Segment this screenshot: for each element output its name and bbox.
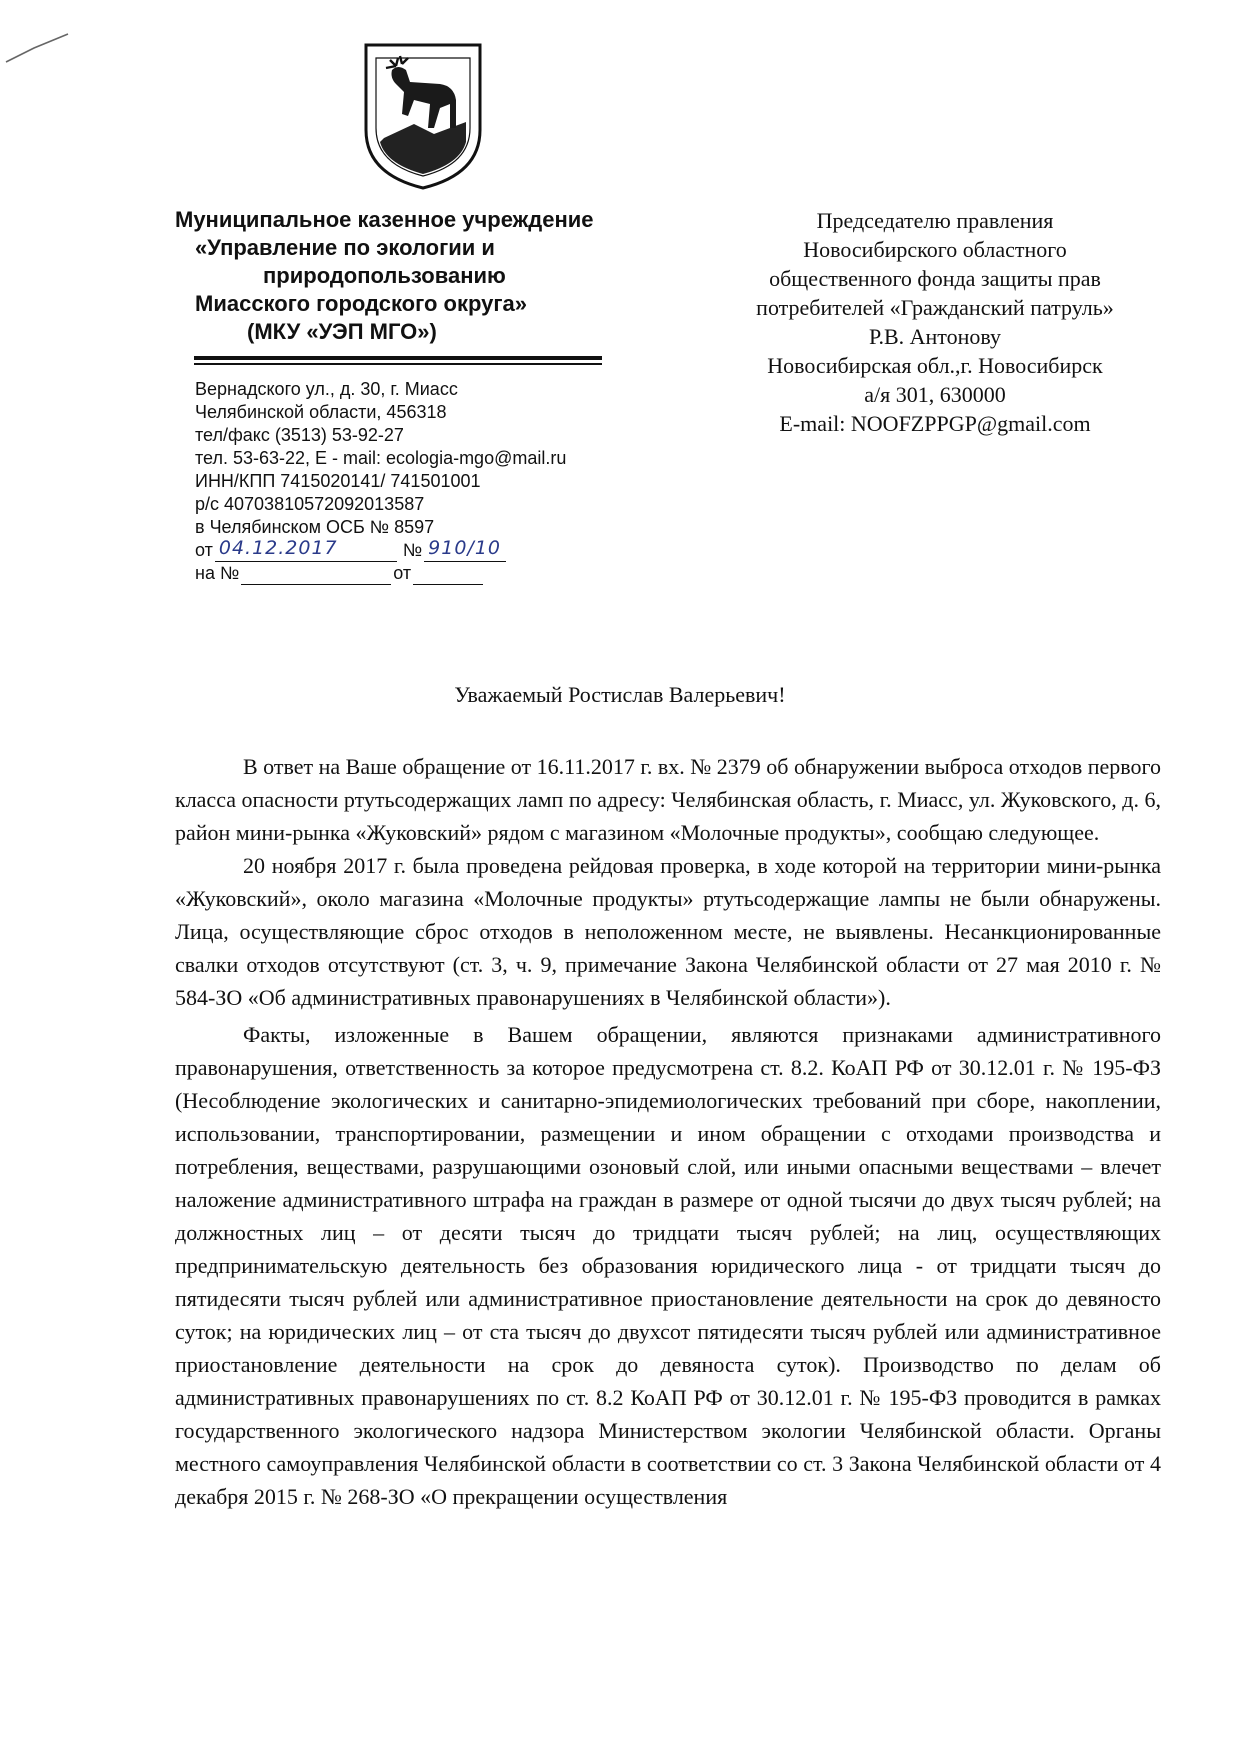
header-rule-thick [194,356,602,360]
recipient-line: Председателю правления [816,208,1054,233]
org-name-line: (МКУ «УЭП МГО») [247,319,437,344]
contact-line: тел/факс (3513) 53-92-27 [195,425,404,445]
recipient-block [700,206,1170,438]
ref-date-field [413,563,483,585]
sender-contacts [195,378,675,585]
org-name-line: «Управление по экологии и [195,235,495,260]
contact-line: тел. 53-63-22, E - mail: ecologia-mgo@mail.ru [195,448,567,468]
date-label: от [195,540,213,560]
recipient-line: E-mail: NOOFZPPGP@gmail.com [779,411,1091,436]
handwritten-number: 910/10 [428,537,502,559]
contact-line: р/с 40703810572092013587 [195,494,425,514]
handwritten-date: 04.12.2017 [218,537,338,559]
recipient-line: Р.В. Антонову [868,324,1002,349]
ref-number-label: на № [195,563,240,583]
outgoing-date-number-row [195,539,675,562]
reference-row [195,562,675,585]
number-label: № [402,540,423,560]
coat-of-arms-emblem [362,42,484,190]
ref-number-field [241,563,391,585]
body-paragraph: В ответ на Ваше обращение от 16.11.2017 г. вх. № 2379 об обнаружении выброса отходов первого класса опасности ртутьсодержащих ламп по адресу: Челябинская область, г. Миасс, ул. Жуковского, д. 6, район мини-рынка «Жуковский» рядом с магазином «Молочные продукты», сообщаю следующее. [175,754,1161,845]
body-paragraph: 20 ноября 2017 г. была проведена рейдовая проверка, в ходе которой на территории мини-рынка «Жуковский», около магазина «Молочные продукты» ртутьсодержащие лампы не были обнаружены. Лица, осуществляющие сброс отходов в неположенном месте, не выявлены. Несанкционированные свалки отходов отсутствуют (ст. 3, ч. 9, примечание Закона Челябинской области от 27 мая 2010 г. № 584-ЗО «Об административных правонарушениях в Челябинской области»). [175,853,1161,1010]
org-name-line: Муниципальное казенное учреждение [175,207,594,232]
recipient-line: Новосибирская обл.,г. Новосибирск [767,353,1103,378]
ref-date-label: от [393,563,412,583]
header-rule-thin [194,363,602,365]
contact-line: Вернадского ул., д. 30, г. Миасс [195,379,458,399]
date-field [215,537,397,562]
recipient-line: Новосибирского областного [803,237,1067,262]
recipient-line: общественного фонда защиты прав [769,266,1101,291]
recipient-line: потребителей «Гражданский патруль» [756,295,1114,320]
body-paragraph: Факты, изложенные в Вашем обращении, являются признаками административного правонарушения, ответственность за которое предусмотрена ст. 8.2. КоАП РФ от 30.12.01 г. № 195-ФЗ (Несоблюдение экологических и санитарно-эпидемиологических требований при сборе, накоплении, использовании, транспортировании, размещении и ином обращении с отходами производства и потребления, веществами, разрушающими озоновый слой, или иными опасными веществами – влечет наложение административного штрафа на граждан в размере от одной тысячи до двух тысяч рублей; на должностных лиц – от десяти тысяч до тридцати тысяч рублей; на лиц, осуществляющих предпринимательскую деятельность без образования юридического лица - от тридцати тысяч до пятидесяти тысяч рублей или административное приостановление деятельности на срок до девяносто суток; на юридических лиц – от ста тысяч до двухсот пятидесяти тысяч рублей или административное приостановление деятельности на срок до девяноста суток). Производство по делам об административных правонарушениях по ст. 8.2 КоАП РФ от 30.12.01 г. № 195-ФЗ проводится в рамках государственного экологического надзора Министерством экологии Челябинской области. Органы местного самоуправления Челябинской области в соответствии со ст. 3 Закона Челябинской области от 4 декабря 2015 г. № 268-ЗО «О прекращении осуществления [175,1022,1161,1509]
contact-line: в Челябинском ОСБ № 8597 [195,517,435,537]
org-name-line: Миасского городского округа» [195,291,527,316]
letter-body [175,750,1161,1513]
contact-line: ИНН/КПП 7415020141/ 741501001 [195,471,481,491]
organization-name [175,206,695,346]
contact-line: Челябинской области, 456318 [195,402,447,422]
org-name-line: природопользованию [263,263,506,288]
recipient-line: а/я 301, 630000 [864,382,1006,407]
letter-greeting: Уважаемый Ростислав Валерьевич! [454,682,786,707]
pen-stroke-mark [4,28,70,64]
number-field [424,537,506,562]
